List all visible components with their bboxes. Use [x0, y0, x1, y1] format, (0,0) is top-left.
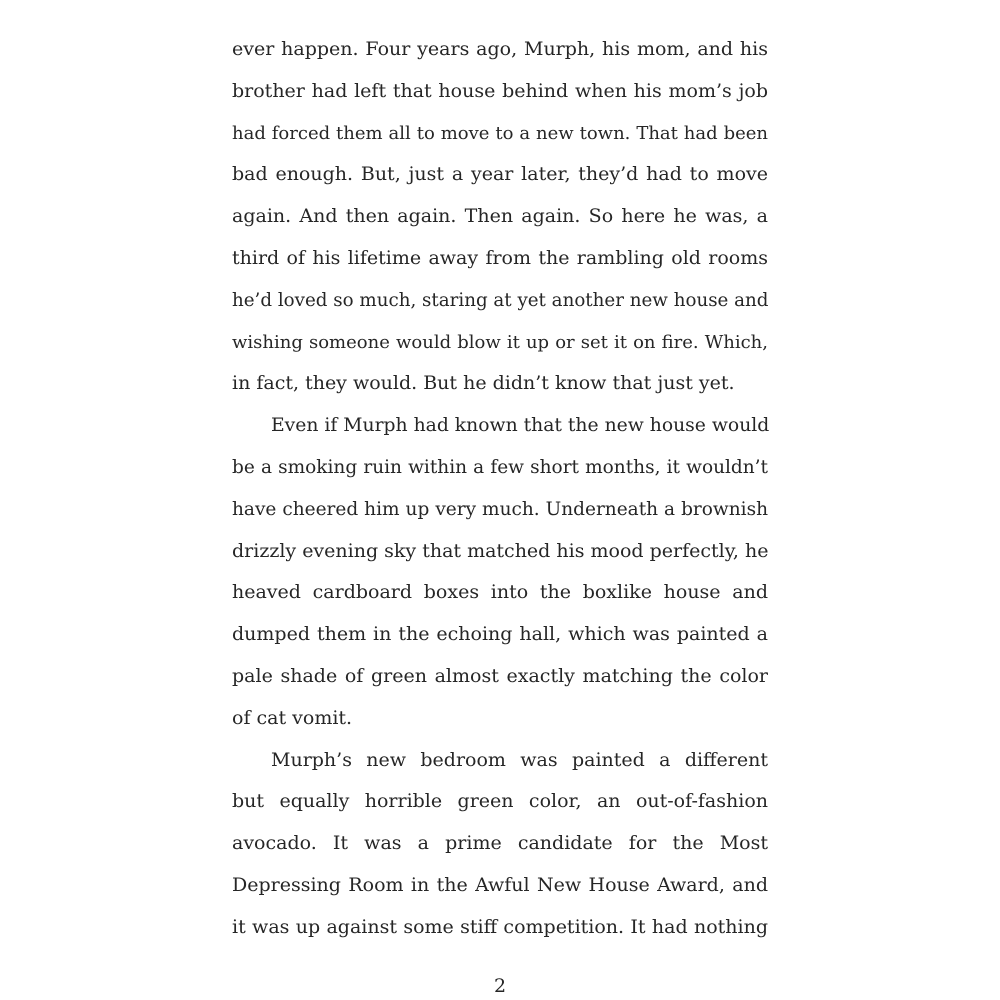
text-line: ever happen. Four years ago, Murph, his mom, and his	[232, 38, 768, 60]
text-line: had forced them all to move to a new town. That had been	[232, 122, 768, 144]
text-line: in fact, they would. But he didn’t know that just yet.	[232, 372, 735, 395]
text-line: Depressing Room in the Awful New House Award, and	[232, 873, 768, 896]
paragraph	[232, 29, 768, 405]
text-line: Even if Murph had known that the new house would	[271, 415, 770, 437]
text-line: of cat vomit.	[232, 706, 353, 729]
paragraph	[232, 740, 768, 949]
text-line: avocado. It was a prime candidate for the Most	[232, 832, 768, 855]
text-line: brother had left that house behind when his mom’s job	[232, 79, 768, 102]
text-line: he’d loved so much, staring at yet another new house and	[232, 289, 769, 311]
text-line: heaved cardboard boxes into the boxlike house and	[232, 581, 768, 604]
text-line: pale shade of green almost exactly matching the color	[232, 664, 768, 687]
page-number: 2	[493, 975, 507, 997]
text-line: it was up against some stiff competition. It had nothing	[232, 915, 768, 938]
text-line: but equally horrible green color, an out-of-fashion	[232, 790, 768, 813]
paragraph	[232, 405, 768, 739]
text-line: drizzly evening sky that matched his mood perfectly, he	[232, 539, 769, 562]
text-line: be a smoking ruin within a few short months, it wouldn’t	[232, 456, 768, 478]
text-line: wishing someone would blow it up or set it on fire. Which,	[232, 331, 768, 353]
text-line: dumped them in the echoing hall, which was painted a	[232, 623, 768, 646]
text-line: Murph’s new bedroom was painted a different	[271, 748, 768, 771]
text-line: have cheered him up very much. Underneath a brownish	[232, 498, 768, 520]
text-line: third of his lifetime away from the rambling old rooms	[232, 246, 768, 269]
text-line: bad enough. But, just a year later, they’d had to move	[232, 163, 768, 186]
text-line: again. And then again. Then again. So here he was, a	[232, 205, 768, 228]
body-text	[232, 29, 768, 949]
